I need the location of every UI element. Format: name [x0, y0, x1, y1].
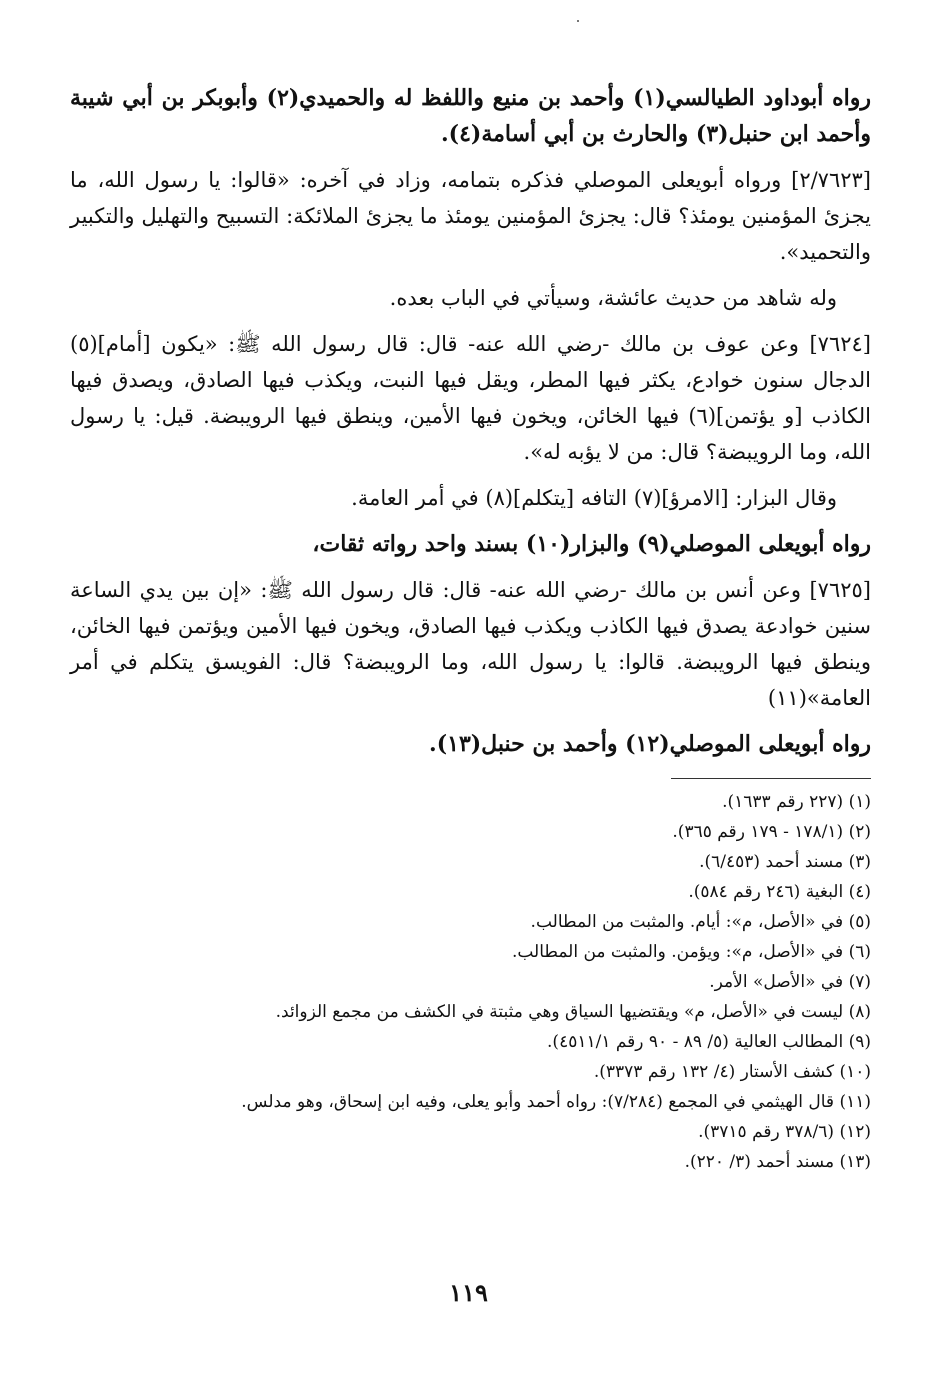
footnote-5: (٥) في «الأصل، م»: أيام. والمثبت من المطالب.	[530, 912, 871, 932]
footnote-separator	[671, 778, 871, 779]
footnote-13: (١٣) مسند أحمد (٣/ ٢٢٠).	[684, 1152, 871, 1172]
footnote-6: (٦) في «الأصل، م»: ويؤمن. والمثبت من المطالب.	[511, 942, 871, 962]
paragraph-narration-2: رواه أبويعلى الموصلي(٩) والبزار(١٠) بسند واحد رواته ثقات،	[312, 531, 871, 557]
scan-speck	[577, 20, 579, 22]
footnote-8: (٨) ليست في «الأصل، م» ويقتضيها السياق وهي مثبتة في الكشف من مجمع الزوائد.	[275, 1002, 871, 1022]
main-text	[70, 80, 871, 762]
page-number: ١١٩	[449, 1278, 488, 1307]
paragraph-narration-3: رواه أبويعلى الموصلي(١٢) وأحمد بن حنبل(١٣).	[429, 731, 871, 757]
footnote-1: (١) (٢٢٧ رقم ١٦٣٣).	[722, 792, 871, 812]
paragraph-hadith-7624: [٧٦٢٤] وعن عوف بن مالك -رضي الله عنه- قال: قال رسول الله ﷺ: «يكون [أمام](٥) الدجال سنون خوادع، يكثر فيها المطر، ويقل فيها النبت، ويكذب فيها الصادق، ويصدق فيها الكاذب [و يؤتمن](٦) فيها الخائن، ويخون فيها الأمين، وينطق فيها الرويبضة. قيل: يا رسول الله، وما الرويبضة؟ قال: من لا يؤبه له».	[70, 332, 871, 464]
footnotes	[70, 787, 871, 1177]
footnote-12: (١٢) (٣٧٨/٦ رقم ٣٧١٥).	[698, 1122, 871, 1142]
paragraph-bazzar-note: وقال البزار: [الامرؤ](٧) التافه [يتكلم](٨) في أمر العامة.	[351, 486, 837, 510]
footnote-10: (١٠) كشف الأستار (٤/ ١٣٢ رقم ٣٣٧٣).	[593, 1062, 871, 1082]
paragraph-witness-note: وله شاهد من حديث عائشة، وسيأتي في الباب بعده.	[389, 286, 837, 310]
paragraph-hadith-7623: [٢/٧٦٢٣] ورواه أبويعلى الموصلي فذكره بتمامه، وزاد في آخره: «قالوا: يا رسول الله، ما يجزئ المؤمنين يومئذ؟ قال: يجزئ المؤمنين يومئذ ما يجزئ الملائكة: التسبيح والتهليل والتكبير والتحميد».	[70, 168, 871, 264]
footnote-4: (٤) البغية (٢٤٦ رقم ٥٨٤).	[688, 882, 871, 902]
footnote-3: (٣) مسند أحمد (٦/٤٥٣).	[699, 852, 871, 872]
footnote-9: (٩) المطالب العالية (٥/ ٨٩ - ٩٠ رقم ٤٥١١/١).	[547, 1032, 871, 1052]
footnote-11: (١١) قال الهيثمي في المجمع (٧/٢٨٤): رواه أحمد وأبو يعلى، وفيه ابن إسحاق، وهو مدلس.	[241, 1092, 871, 1112]
paragraph-narration-1: رواه أبوداود الطيالسي(١) وأحمد بن منيع واللفظ له والحميدي(٢) وأبوبكر بن أبي شيبة وأحمد ابن حنبل(٣) والحارث بن أبي أسامة(٤).	[70, 85, 872, 147]
paragraph-hadith-7625: [٧٦٢٥] وعن أنس بن مالك -رضي الله عنه- قال: قال رسول الله ﷺ: «إن بين يدي الساعة سنين خوادعة يصدق فيها الكاذب ويكذب فيها الصادق، ويخون فيها الأمين ويؤتمن فيها الخائن، وينطق فيها الرويبضة. قالوا: يا رسول الله، وما الرويبضة؟ قال: الفويسق يتكلم في أمر العامة»(١١)	[70, 578, 871, 710]
footnote-7: (٧) في «الأصل» الأمر.	[709, 972, 871, 992]
footnote-2: (٢) (١٧٨/١ - ١٧٩ رقم ٣٦٥).	[672, 822, 871, 842]
